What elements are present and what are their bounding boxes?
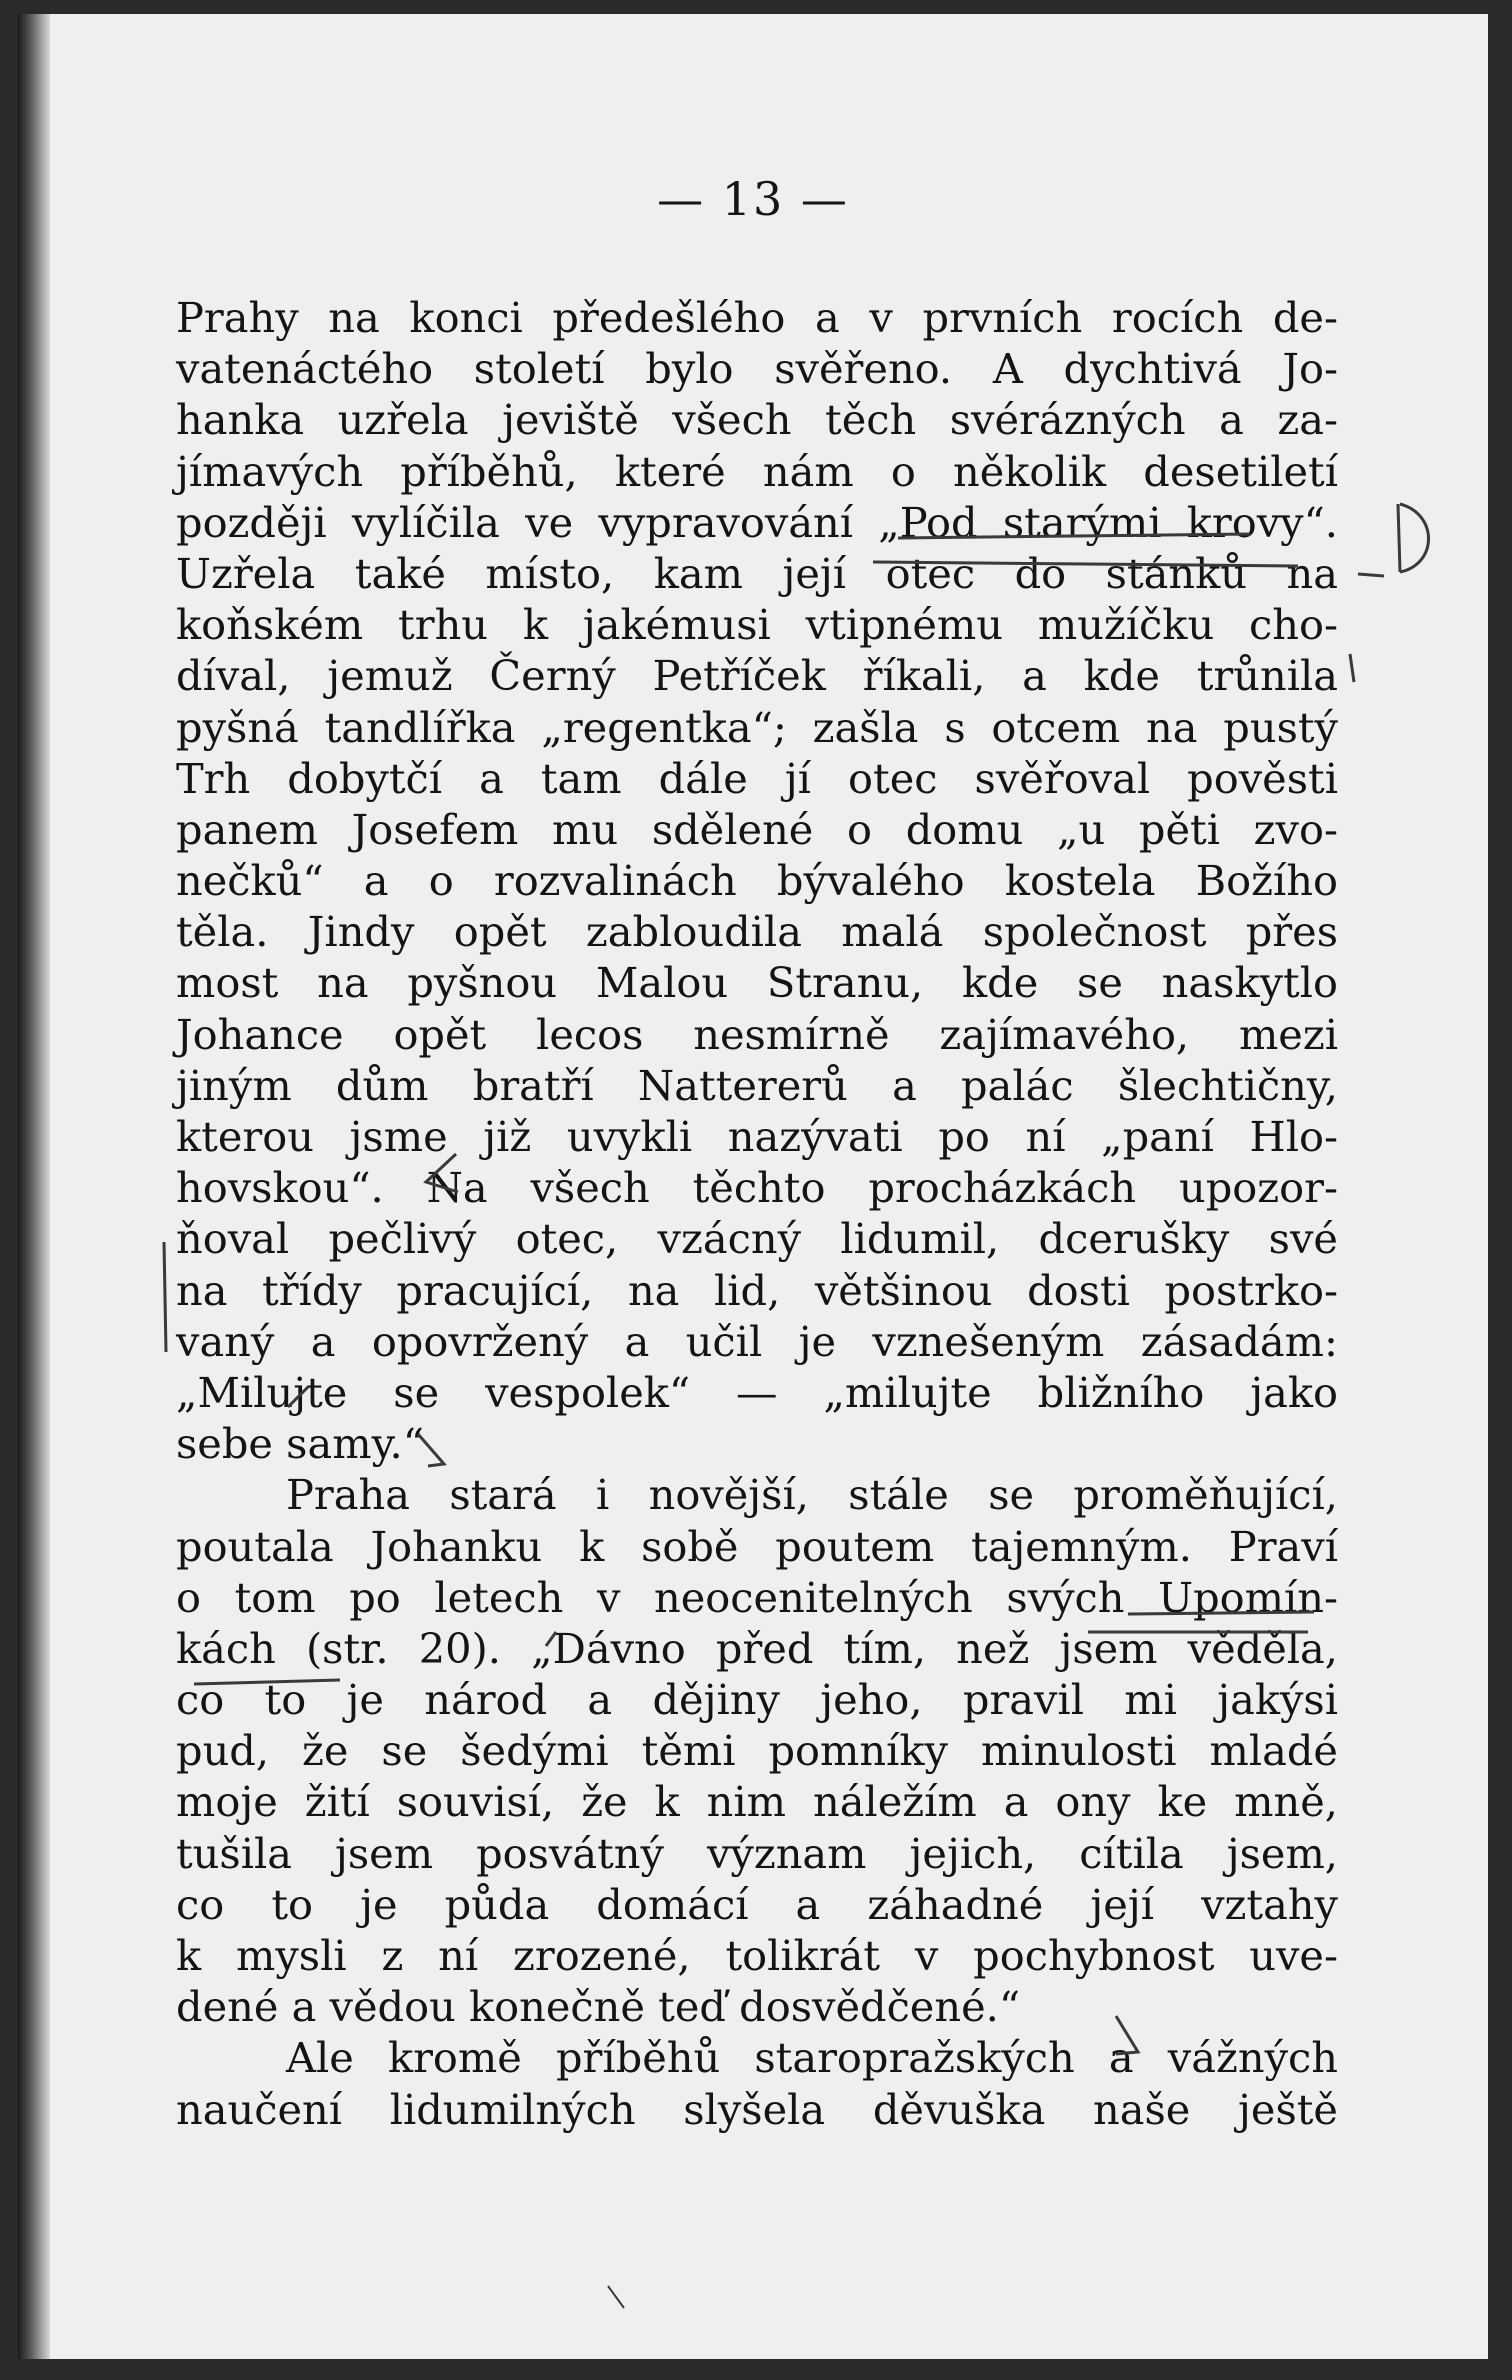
text-line: vatenáctého století bylo svěřeno. A dychtivá Jo- xyxy=(176,344,1338,394)
text-line-paragraph-start: Ale kromě příběhů staropražských a vážných xyxy=(286,2033,1338,2083)
text-line: o tom po letech v neocenitelných svých Upomín- xyxy=(176,1572,1338,1622)
page-binding-edge xyxy=(18,14,50,2359)
text-line: hovskou“. Na všech těchto procházkách upozor- xyxy=(176,1163,1338,1213)
text-line: co to je národ a dějiny jeho, pravil mi jakýsi xyxy=(176,1675,1338,1725)
text-line: koňském trhu k jakémusi vtipnému mužíčku cho- xyxy=(176,600,1338,650)
text-line: Prahy na konci předešlého a v prvních rocích de- xyxy=(176,293,1338,342)
text-line: sebe samy.“ xyxy=(176,1419,424,1469)
text-line: naučení lidumilných slyšela děvuška naše ještě xyxy=(176,2084,1338,2134)
text-line: most na pyšnou Malou Stranu, kde se naskytlo xyxy=(176,958,1338,1008)
text-line: poutala Johanku k sobě poutem tajemným. Praví xyxy=(176,1521,1338,1571)
pencil-tick-mark xyxy=(1358,574,1384,576)
text-line: Johance opět lecos nesmírně zajímavého, mezi xyxy=(176,1009,1338,1059)
text-line: moje žití souvisí, že k nim náležím a ony ke mně, xyxy=(176,1777,1338,1827)
pencil-bracket-mark xyxy=(164,1242,166,1352)
text-line: vaný a opovržený a učil je vznešeným zásadám: xyxy=(176,1316,1338,1366)
text-line: jiným dům bratří Nattererů a palác šlechtičny, xyxy=(176,1060,1338,1110)
pencil-slash-mark xyxy=(608,2286,624,2308)
text-line: nečků“ a o rozvalinách bývalého kostela Božího xyxy=(176,856,1338,906)
text-line: jímavých příběhů, které nám o několik desetiletí xyxy=(176,446,1338,496)
text-line: těla. Jindy opět zabloudila malá společnost přes xyxy=(176,907,1338,957)
text-line: díval, jemuž Černý Petříček říkali, a kde trůnila xyxy=(176,651,1338,701)
text-line: pud, že se šedými těmi pomníky minulosti mladé xyxy=(176,1726,1338,1776)
text-line: panem Josefem mu sdělené o domu „u pěti zvo- xyxy=(176,804,1338,854)
text-line: kách (str. 20). „Dávno před tím, než jsem věděla, xyxy=(176,1623,1338,1673)
body-text xyxy=(176,292,1338,2135)
page-number: — 13 — xyxy=(657,172,849,226)
text-line: k mysli z ní zrozené, tolikrát v pochybnost uve- xyxy=(176,1931,1338,1980)
text-line: „Milujte se vespolek“ — „milujte bližního jako xyxy=(176,1367,1338,1417)
text-line: ňoval pečlivý otec, vzácný lidumil, dcerušky své xyxy=(176,1214,1338,1264)
text-line: později vylíčila ve vypravování „Pod starými krovy“. xyxy=(176,497,1338,547)
text-line: na třídy pracující, na lid, většinou dosti postrko- xyxy=(176,1265,1338,1315)
book-page xyxy=(18,14,1488,2359)
pencil-margin-letter-mark xyxy=(1398,504,1429,572)
text-line: Uzřela také místo, kam její otec do stánků na xyxy=(176,548,1338,598)
text-line: kterou jsme již uvykli nazývati po ní „paní Hlo- xyxy=(176,1112,1338,1161)
pencil-tick-mark xyxy=(1350,654,1354,682)
text-line: Trh dobytčí a tam dále jí otec svěřoval pověsti xyxy=(176,753,1338,803)
text-line: hanka uzřela jeviště všech těch svérázných a za- xyxy=(176,395,1338,445)
text-line: pyšná tandlířka „regentka“; zašla s otcem na pustý xyxy=(176,702,1338,752)
text-line: tušila jsem posvátný význam jejich, cítila jsem, xyxy=(176,1828,1338,1878)
text-line: dené a vědou konečně teď dosvědčené.“ xyxy=(176,1982,1021,2032)
text-line-paragraph-start: Praha stará i novější, stále se proměňující, xyxy=(286,1470,1338,1520)
text-line: co to je půda domácí a záhadné její vztahy xyxy=(176,1879,1338,1929)
